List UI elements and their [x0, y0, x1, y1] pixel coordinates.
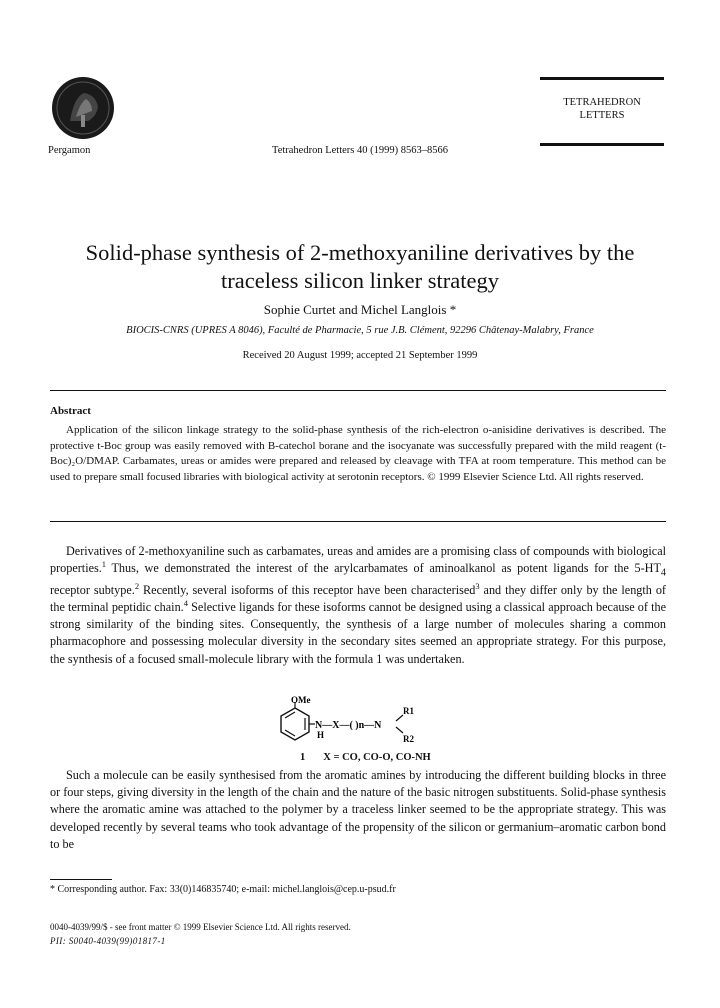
compound-number: 1 — [300, 752, 306, 763]
copyright-line: 0040-4039/99/$ - see front matter © 1999 Elsevier Science Ltd. All rights reserved. — [50, 922, 351, 932]
p1-text-c: receptor subtype. — [50, 582, 135, 597]
journal-citation: Tetrahedron Letters 40 (1999) 8563–8566 — [272, 145, 448, 156]
publisher-name: Pergamon — [48, 145, 91, 156]
journal-name-line1: TETRAHEDRON — [563, 97, 641, 108]
subscript-4: 4 — [660, 567, 666, 579]
methoxy-label: OMe — [291, 695, 311, 705]
received-dates: Received 20 August 1999; accepted 21 September 1999 — [242, 350, 478, 361]
affiliation: BIOCIS-CNRS (UPRES A 8046), Faculté de Pharmacie, 5 rue J.B. Clément, 92296 Châtenay-Malabry, France — [126, 325, 594, 336]
authors: Sophie Curtet and Michel Langlois * — [263, 302, 457, 317]
abstract-rule-bottom — [50, 521, 666, 522]
abstract-rule-top — [50, 390, 666, 391]
corresponding-author-footnote: * Corresponding author. Fax: 33(0)146835740; e-mail: michel.langlois@cep.u-psud.fr — [50, 884, 396, 895]
r2-label: R2 — [403, 734, 414, 744]
article-title — [40, 239, 680, 295]
elsevier-tree-logo-icon — [52, 77, 114, 139]
p1-text-d: Recently, several isoforms of this receptor have been characterised — [139, 582, 476, 597]
chemical-structure-1 — [255, 694, 455, 754]
p1-text-a: Derivatives of 2-methoxyaniline such as carbamates, ureas and amides are a promising class of compounds with biological properties. — [50, 544, 666, 576]
journal-name — [540, 96, 664, 122]
nh-hydrogen-label: H — [317, 730, 325, 740]
footnote-rule — [50, 879, 112, 880]
journal-rule-bottom — [540, 143, 664, 146]
p1-text-e: and they differ only by the length of the terminal peptidic chain. — [50, 582, 666, 615]
chain-label: N—X—( )n—N — [315, 720, 382, 731]
title-line2: traceless silicon linker strategy — [220, 268, 500, 293]
body-paragraph-1 — [50, 543, 666, 668]
body-paragraph-2: Such a molecule can be easily synthesised from the aromatic amines by introducing the different building blocks in three or four steps, giving diversity in the length of the chain and the nature of the basic nitrogen substituents. Solid-phase synthesis where the aromatic amine was attached to the polymer by a traceless linker seemed to be the appropriate strategy. This was developed recently by several teams who took advantage of the propensity of the silicon or germanium–aromatic carbon bond to be — [50, 768, 666, 851]
p1-text-f: Selective ligands for these isoforms cannot be designed using a classical approach because of the strong similarity of the binding sites. Consequently, the synthesis of a large number of molecules sharing a common pharmacophore and possessing molecular diversity in the secondary sites seemed an appropriate strategy. For this purpose, the synthesis of a focused small-molecule library with the formula 1 was undertaken. — [50, 600, 667, 666]
structure-caption — [300, 752, 431, 763]
ref-3: 3 — [475, 580, 480, 591]
ref-2: 2 — [134, 580, 140, 591]
ref-4: 4 — [183, 597, 188, 608]
compound-definition: X = CO, CO-O, CO-NH — [323, 752, 431, 763]
ref-1: 1 — [101, 559, 107, 570]
publisher-logo — [52, 77, 114, 139]
journal-name-line2: LETTERS — [579, 110, 625, 121]
p1-text-b: Thus, we demonstrated the interest of the arylcarbamates of aminoalkanol as potent ligands for the 5-HT — [106, 561, 661, 576]
journal-rule-top — [540, 77, 664, 80]
r1-label: R1 — [403, 706, 414, 716]
abstract-heading: Abstract — [50, 405, 91, 417]
pii-line: PII: S0040-4039(99)01817-1 — [50, 936, 166, 946]
title-line1: Solid-phase synthesis of 2-methoxyaniline derivatives by the — [85, 240, 635, 265]
abstract-text: Application of the silicon linkage strategy to the solid-phase synthesis of the rich-electron o-anisidine derivatives is described. The protective t-Boc group was easily removed with B-catechol borane and the isocyanate was successfully prepared with the mild reagent (t-Boc)₂O/DMAP. Carbamates, ureas or amides were prepared and released by cleavage with TFA at room temperature. This method can be used to prepare small focused libraries with biological activity at serotonin receptors. © 1999 Elsevier Science Ltd. All rights reserved. — [50, 424, 666, 483]
